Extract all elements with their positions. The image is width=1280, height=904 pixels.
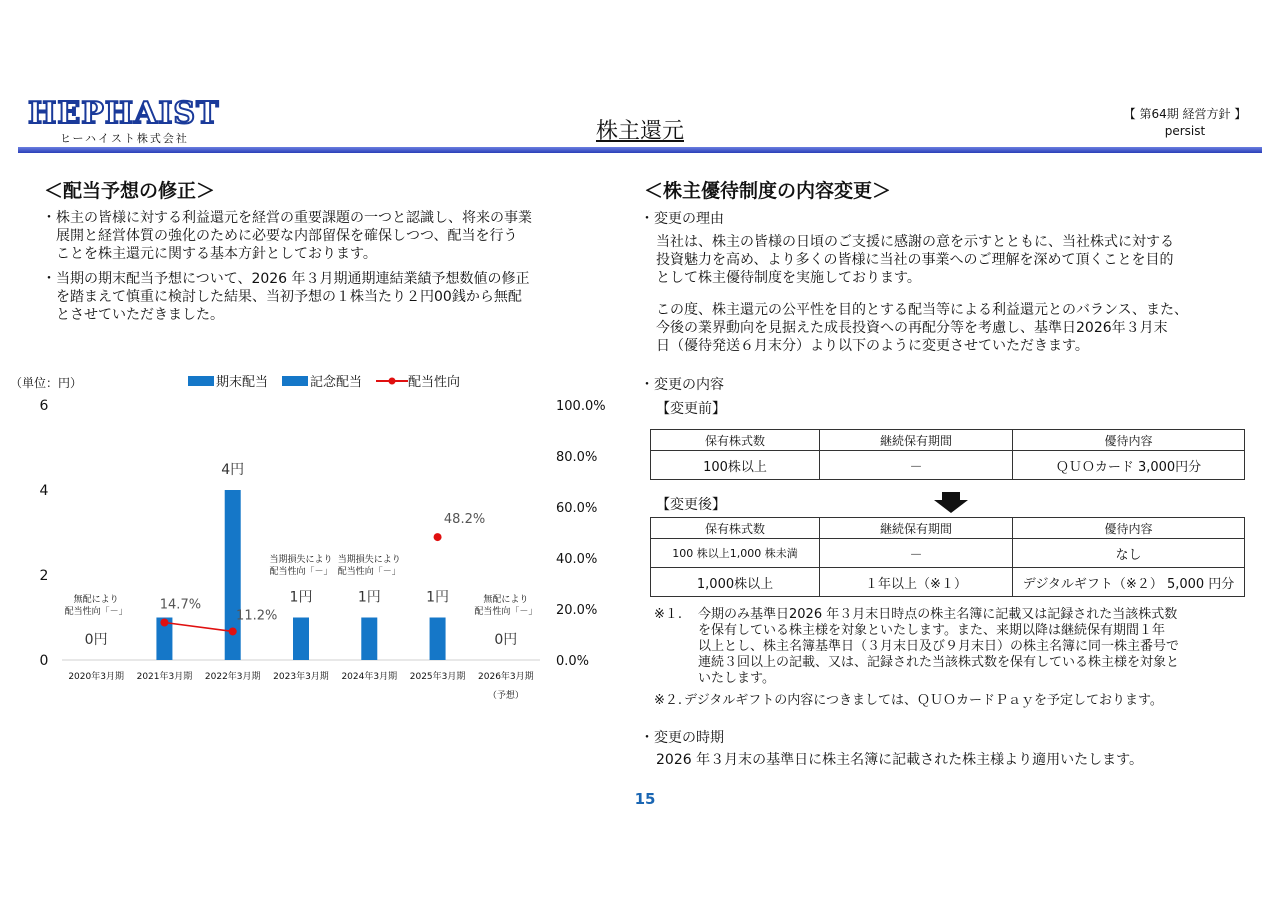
x-tick-label: 2020年3月期 [68, 672, 124, 682]
period-label: 【 第64期 経営方針 】 [1123, 107, 1247, 121]
legend-item: 期末配当 [188, 371, 268, 390]
content-title: ・変更の内容 [640, 377, 724, 393]
y-right-tick-label: 100.0% [556, 399, 606, 414]
legend-swatch [282, 376, 308, 386]
chart-legend [188, 371, 474, 390]
bar-dividend [430, 618, 446, 661]
company-logo: HEPHAIST [28, 96, 220, 131]
y-left-tick-label: 2 [39, 568, 49, 584]
table-header-cell: 継続保有期間 [820, 430, 1013, 451]
x-tick-label: 2021年3月期 [136, 672, 193, 682]
before-table [650, 429, 1245, 480]
x-tick-label: 2022年3月期 [204, 672, 261, 682]
bar-dividend [361, 618, 377, 661]
legend-item: 記念配当 [282, 371, 362, 390]
timing-text: 2026 年３月末の基準日に株主名簿に記載された株主様より適用いたします。 [656, 752, 1143, 768]
x-tick-label: 2024年3月期 [341, 672, 398, 682]
bullet-line: とさせていただきました。 [56, 307, 224, 323]
right-heading: ＜株主優待制度の内容変更＞ [644, 180, 892, 202]
tagline: persist [1164, 124, 1206, 138]
y-right-tick-label: 20.0% [556, 603, 598, 618]
chart-note: 当期損失により [337, 555, 401, 565]
x-tick-label: 2026年3月期 [478, 672, 534, 682]
footnote-1: ※１. 今期のみ基準日2026 年３月末日時点の株主名簿に記載又は記録された当該株式数 を保有している株主様を対象といたします。また、来期以降は継続保有期間１年 以上とし、株主名簿基準日（３月末日及び９月末日）の株主名簿に同一株主番号で 連続３回以上の記載、又は、記録された当該株式数を保有している株主様を対象と いたします。 [654, 607, 1180, 686]
table-header-row [651, 430, 1245, 451]
timing-title: ・変更の時期 [640, 730, 724, 746]
left-bullets [42, 209, 612, 324]
bullet-line: 株主の皆様に対する利益還元を経営の重要課題の一つと認識し、将来の事業 [56, 210, 532, 226]
dividend-chart [0, 390, 620, 710]
bullet-line: ことを株主還元に関する基本方針としております。 [56, 246, 377, 262]
table-header-cell: 優待内容 [1013, 430, 1245, 451]
table-cell: デジタルギフト（※２） 5,000 円分 [1013, 568, 1245, 597]
y-right-tick-label: 60.0% [556, 501, 598, 516]
bullet-item: ・ 当期の期末配当予想について、2026 年３月期通期連結業績予想数値の修正 を踏まえて慎重に検討した結果、当初予想の１株当たり２円00銭から無配 とさせていただきました。 [42, 271, 530, 323]
table-row [651, 451, 1245, 480]
payout-line-segment [164, 623, 232, 632]
table-cell: ＱＵＯカード 3,000円分 [1013, 451, 1245, 480]
bullet-line: 展開と経営体質の強化のために必要な内部留保を確保しつつ、配当を行う [56, 228, 518, 244]
reason-paragraph-2: この度、株主還元の公平性を目的とする配当等による利益還元とのバランス、また、 今後の業界動向を見据えた成長投資への再配分等を考慮し、基準日2026年３月末 日（優待発送６月末分）より以下のように変更させていただきます。 [656, 302, 1188, 354]
bar-value-label: 1円 [357, 589, 381, 606]
legend-swatch [188, 376, 214, 386]
reason-title: ・変更の理由 [640, 211, 724, 227]
chart-note: 配当性向「－」 [337, 567, 401, 577]
arrow-down-icon [932, 492, 970, 514]
chart-note: 配当性向「－」 [474, 607, 538, 617]
table-row [651, 539, 1245, 568]
y-right-tick-label: 40.0% [556, 552, 598, 567]
y-right-tick-label: 0.0% [556, 654, 590, 669]
bar-value-label: 0円 [84, 632, 108, 648]
payout-label: 48.2% [443, 512, 486, 528]
page-number: 15 [634, 790, 656, 808]
chart-note: 無配により [73, 595, 119, 605]
legend-item: 配当性向 [376, 371, 460, 390]
left-heading: ＜配当予想の修正＞ [44, 180, 216, 202]
table-cell: － [820, 539, 1013, 568]
chart-note: 配当性向「－」 [269, 567, 333, 577]
table-header-cell: 継続保有期間 [820, 518, 1013, 539]
after-table [650, 517, 1245, 597]
legend-line-swatch [376, 376, 408, 386]
payout-label: 11.2% [236, 608, 278, 624]
table-cell: 1,000株以上 [651, 568, 820, 597]
payout-label: 14.7% [159, 597, 202, 613]
table-row [651, 568, 1245, 597]
y-left-tick-label: 4 [39, 483, 49, 499]
x-tick-note: （予想） [487, 691, 524, 701]
bar-value-label: 1円 [426, 589, 450, 606]
header-right [1110, 106, 1260, 140]
table-header-row [651, 518, 1245, 539]
table-cell: 100株以上 [651, 451, 820, 480]
x-tick-label: 2025年3月期 [409, 672, 466, 682]
reason-paragraph-1: 当社は、株主の皆様の日頃のご支援に感謝の意を示すとともに、当社株式に対する 投資魅力を高め、より多くの皆様に当社の事業へのご理解を深めて頂くことを目的 として株主優待制度を実施しております。 [656, 234, 1174, 286]
y-left-tick-label: 6 [39, 398, 49, 414]
x-tick-label: 2023年3月期 [273, 672, 329, 682]
payout-point [434, 533, 442, 541]
bar-value-label: 1円 [289, 589, 313, 606]
table-cell: － [820, 451, 1013, 480]
table-cell: 100 株以上1,000 株未満 [651, 539, 820, 568]
bullet-line: 当期の期末配当予想について、2026 年３月期通期連結業績予想数値の修正 [56, 271, 530, 287]
footnote-2: ※２. デジタルギフトの内容につきましては、ＱＵＯカードＰａｙを予定しております。 [654, 693, 1163, 708]
chart-unit-label: （単位：円） [10, 376, 83, 390]
bar-value-label: 0円 [494, 632, 518, 648]
y-left-tick-label: 0 [39, 653, 49, 669]
chart-note: 無配により [483, 595, 529, 605]
table-cell: １年以上（※１） [820, 568, 1013, 597]
bullet-item: ・ 株主の皆様に対する利益還元を経営の重要課題の一つと認識し、将来の事業 展開と経営体質の強化のために必要な内部留保を確保しつつ、配当を行う ことを株主還元に関する基本方針としております。 [42, 210, 532, 262]
payout-point [160, 619, 168, 627]
chart-note: 配当性向「－」 [64, 607, 128, 617]
table-header-cell: 保有株式数 [651, 430, 820, 451]
before-label: 【変更前】 [656, 401, 726, 417]
table-header-cell: 優待内容 [1013, 518, 1245, 539]
y-right-tick-label: 80.0% [556, 450, 598, 465]
bar-dividend [293, 618, 309, 661]
table-header-cell: 保有株式数 [651, 518, 820, 539]
page-title: 株主還元 [595, 119, 684, 144]
chart-note: 当期損失により [269, 555, 333, 565]
payout-point [229, 627, 237, 635]
bar-value-label: 4円 [221, 462, 245, 478]
table-cell: なし [1013, 539, 1245, 568]
after-label: 【変更後】 [656, 497, 726, 513]
header-rule [18, 147, 1262, 153]
company-name: ヒーハイスト株式会社 [60, 132, 189, 145]
bullet-line: を踏まえて慎重に検討した結果、当初予想の１株当たり２円00銭から無配 [56, 289, 522, 305]
